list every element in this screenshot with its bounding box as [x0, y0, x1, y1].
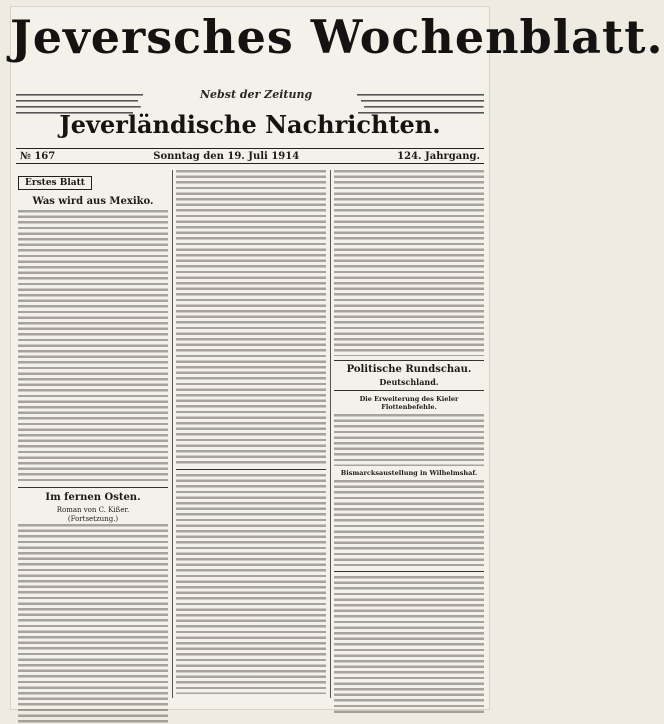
news-body-2: [334, 480, 484, 566]
column-2: [176, 170, 326, 698]
column-divider-2: [176, 469, 326, 470]
serial-author: Roman von C. Kißer.: [56, 506, 130, 514]
column-rule-1: [172, 170, 173, 698]
serial-body-continued: [176, 474, 326, 694]
article-title-mexiko: Was wird aus Mexiko.: [32, 196, 154, 207]
rundschau-section: Deutschland.: [379, 377, 439, 387]
column-divider: [18, 487, 168, 488]
politische-rundschau-header: [334, 360, 484, 391]
column-1: [18, 170, 168, 698]
serial-title: Im fernen Osten.: [45, 492, 141, 503]
issue-date: Sonntag den 19. Juli 1914: [153, 150, 300, 162]
news-body-1: [334, 414, 484, 466]
article-body-mexiko: [18, 210, 168, 482]
dateline-bar: [16, 148, 484, 164]
serial-body: [18, 524, 168, 724]
news-kicker-2: Bismarcksaustellung in Wilhelmshaf.: [340, 469, 478, 477]
column-rule-2: [330, 170, 331, 698]
article-body-continued: [176, 170, 326, 464]
serial-body-col3: [334, 576, 484, 716]
serial-continuation: (Fortsetzung.): [67, 515, 119, 523]
column-3: [334, 170, 484, 698]
section-box-erstes-blatt: Erstes Blatt: [18, 176, 92, 190]
newspaper-page: [10, 6, 664, 710]
rundschau-title: Politische Rundschau.: [346, 364, 472, 375]
masthead-title: Jeversches Wochenblatt.: [10, 10, 664, 64]
news-kicker-1: Die Erweiterung des Kieler Flottenbefehle.: [359, 395, 459, 411]
column-divider-3: [334, 571, 484, 572]
article-body-col3: [334, 170, 484, 356]
issue-volume: 124. Jahrgang.: [397, 150, 480, 162]
issue-number: № 167: [20, 150, 56, 162]
masthead-nebst: Nebst der Zeitung: [200, 88, 313, 101]
masthead-subtitle: Jeverländische Nachrichten.: [59, 110, 441, 139]
